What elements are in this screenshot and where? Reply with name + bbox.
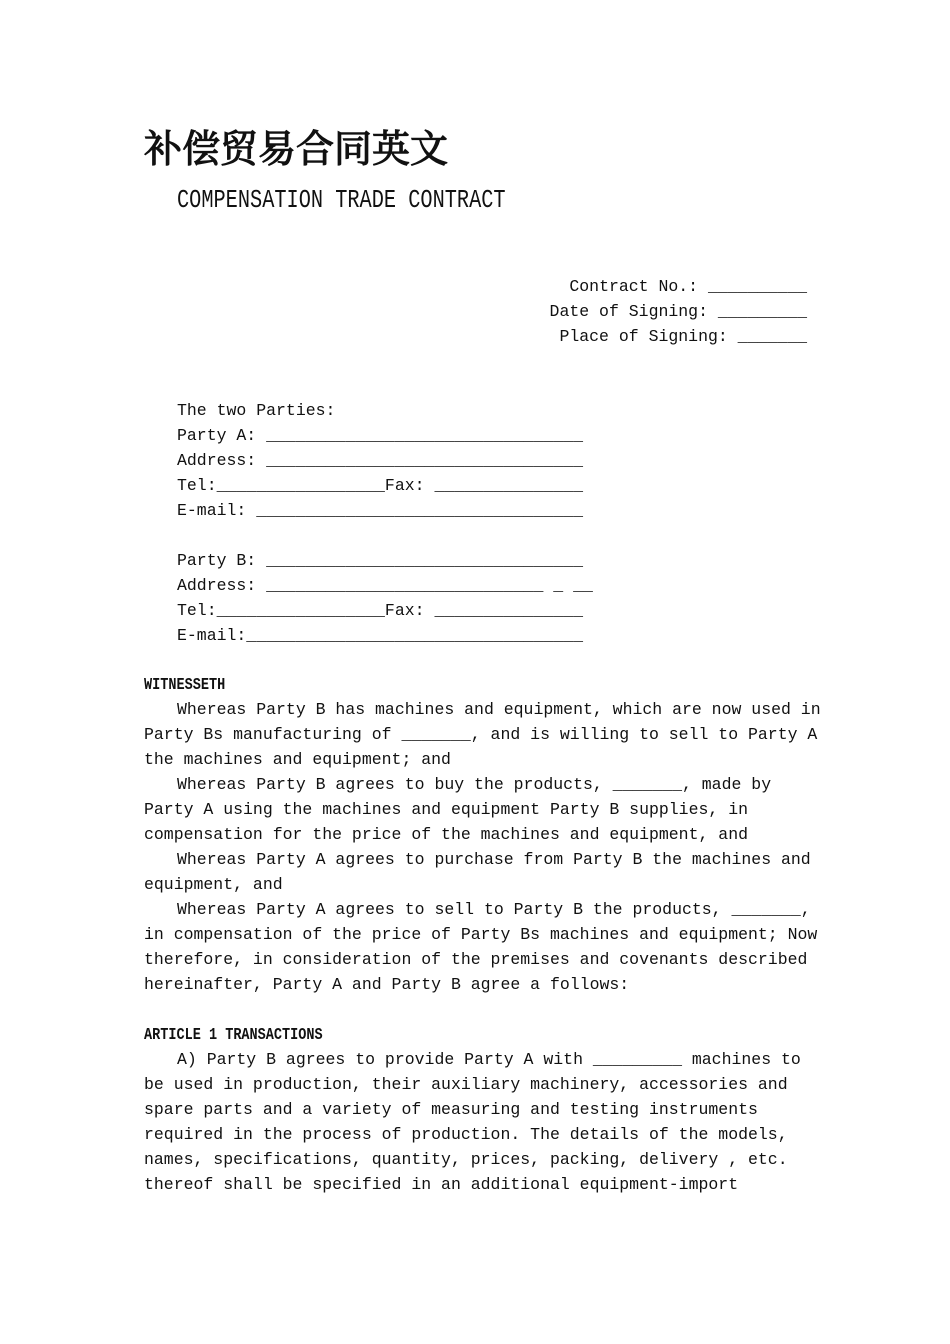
article-1-line: names, specifications, quantity, prices, packing, delivery , etc.: [144, 1150, 788, 1169]
contract-number-field: Contract No.: __________: [569, 277, 807, 296]
witnesseth-line: hereinafter, Party A and Party B agree a follows:: [144, 975, 630, 994]
article-1-line: spare parts and a variety of measuring and testing instruments: [144, 1100, 758, 1119]
witnesseth-line: Party Bs manufacturing of _______, and is willing to sell to Party A: [144, 725, 818, 744]
contract-body: [144, 672, 821, 1197]
witnesseth-line: compensation for the price of the machines and equipment, and: [144, 825, 748, 844]
article-1-line: be used in production, their auxiliary machinery, accessories and: [144, 1075, 788, 1094]
article-1-line: required in the process of production. The details of the models,: [144, 1125, 788, 1144]
party-b-tel-fax-field: Tel:_________________Fax: _______________: [177, 601, 583, 620]
witnesseth-heading: WITNESSETH: [144, 675, 226, 694]
witnesseth-line: Whereas Party B agrees to buy the products, _______, made by: [177, 775, 772, 794]
article-1-line: thereof shall be specified in an additional equipment-import: [144, 1175, 739, 1194]
witnesseth-line: Party A using the machines and equipment Party B supplies, in: [144, 800, 748, 819]
witnesseth-line: therefore, in consideration of the premises and covenants described: [144, 950, 808, 969]
witnesseth-line: the machines and equipment; and: [144, 750, 451, 769]
witnesseth-line: equipment, and: [144, 875, 283, 894]
party-b-email-field: E-mail:__________________________________: [177, 626, 583, 645]
witnesseth-line: in compensation of the price of Party Bs machines and equipment; Now: [144, 925, 818, 944]
contract-meta-block: [550, 274, 807, 349]
witnesseth-line: Whereas Party A agrees to purchase from Party B the machines and: [177, 850, 811, 869]
article-1-line: A) Party B agrees to provide Party A with _________ machines to: [177, 1050, 801, 1069]
spacer: [144, 997, 808, 1022]
party-a-tel-fax-field: Tel:_________________Fax: _______________: [177, 476, 583, 495]
party-a-email-field: E-mail: _________________________________: [177, 501, 583, 520]
article-1-heading: ARTICLE 1 TRANSACTIONS: [144, 1025, 323, 1044]
witnesseth-line: Whereas Party A agrees to sell to Party B the products, _______,: [177, 900, 811, 919]
date-of-signing-field: Date of Signing: _________: [549, 302, 807, 321]
party-a-name-field: Party A: ________________________________: [177, 426, 583, 445]
party-b-address-field: Address: ____________________________ _ __: [177, 576, 593, 595]
party-b-name-field: Party B: ________________________________: [177, 551, 583, 570]
document-title-english: COMPENSATION TRADE CONTRACT: [177, 185, 506, 215]
parties-block: [177, 398, 593, 648]
spacer: [177, 523, 593, 548]
place-of-signing-field: Place of Signing: _______: [559, 327, 807, 346]
document-title-chinese: 补偿贸易合同英文: [144, 127, 449, 171]
parties-intro: The two Parties:: [177, 401, 336, 420]
witnesseth-line: Whereas Party B has machines and equipment, which are now used in: [177, 700, 821, 719]
party-a-address-field: Address: ________________________________: [177, 451, 583, 470]
